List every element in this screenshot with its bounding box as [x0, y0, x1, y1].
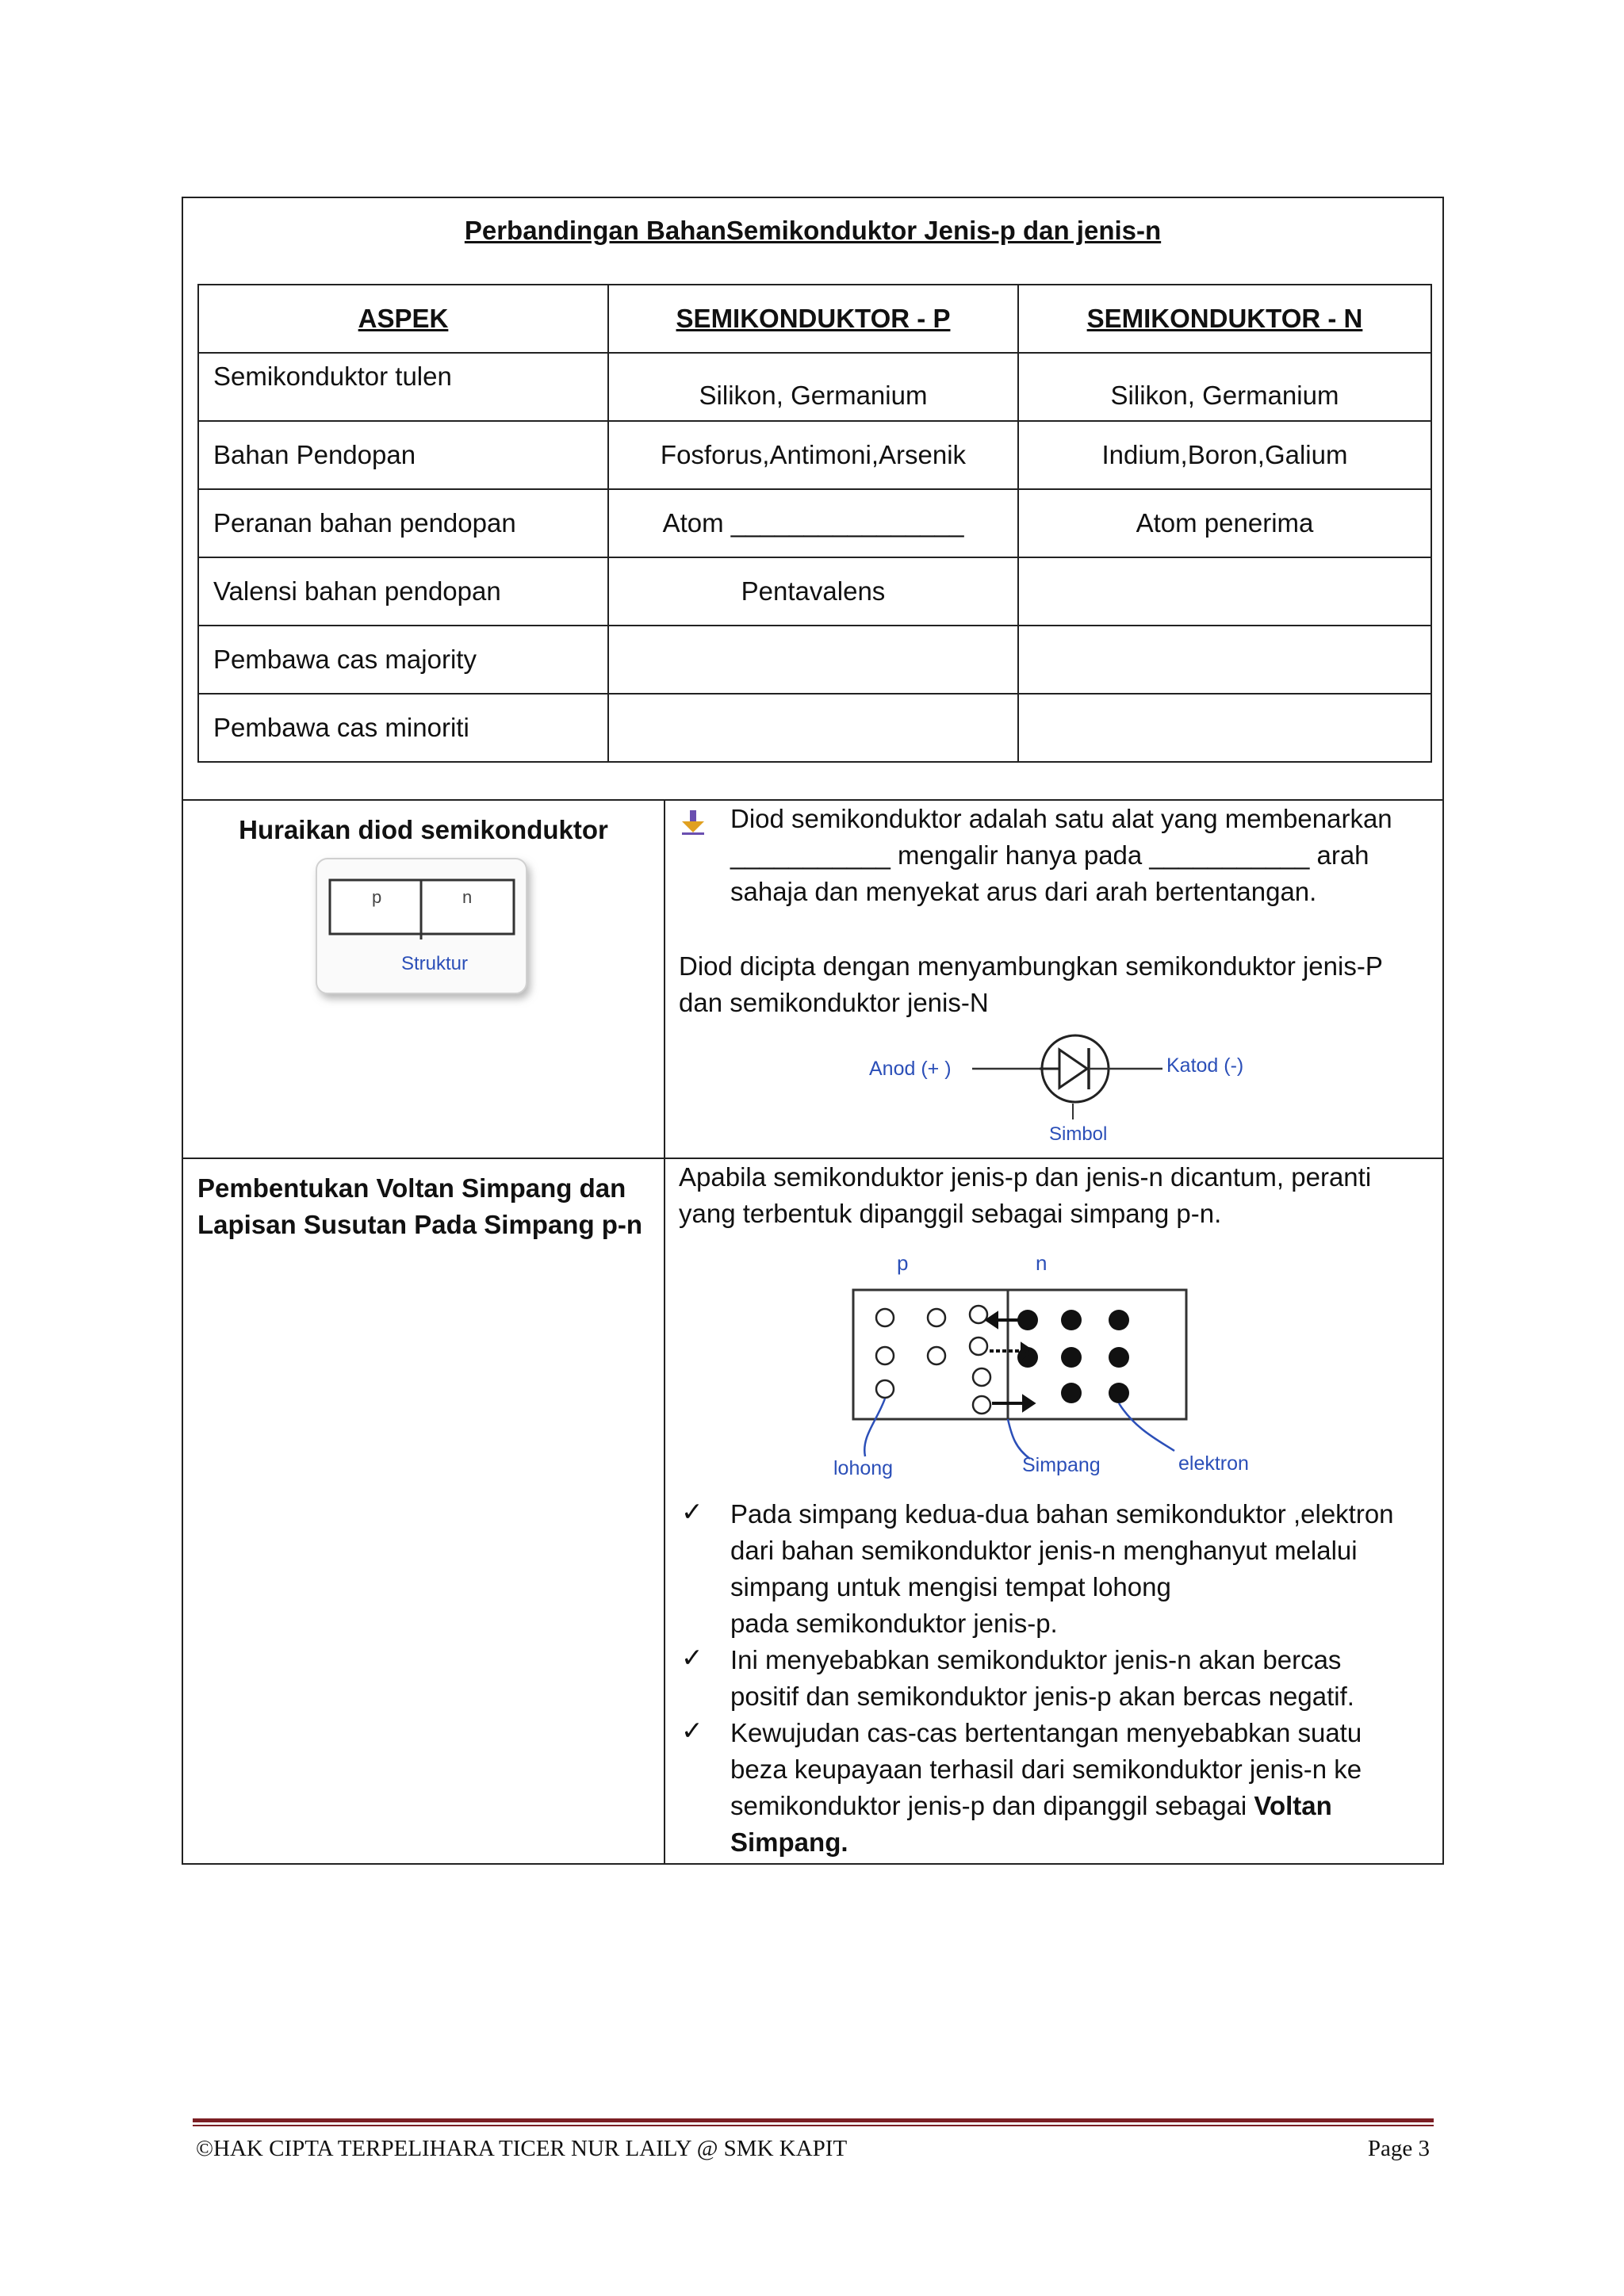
column-divider: [664, 1159, 665, 1863]
table-cell: [608, 694, 1018, 762]
electron-label: elektron: [1178, 1452, 1249, 1475]
comparison-table: [197, 284, 1432, 763]
table-row: [198, 489, 1431, 557]
junction-heading-line-1: Pembentukan Voltan Simpang dan: [197, 1173, 626, 1203]
table-cell: Semikonduktor tulen: [198, 353, 608, 421]
diagram-p-label: p: [897, 1251, 909, 1275]
point3-line-3-text: semikonduktor jenis-p dan dipanggil sebagai: [730, 1791, 1254, 1820]
table-row: [198, 557, 1431, 626]
worksheet-frame: [182, 197, 1444, 1865]
anode-label: Anod (+ ): [869, 1058, 952, 1080]
table-cell: [1018, 626, 1431, 694]
down-arrow-bullet-icon: [680, 809, 707, 836]
table-row: [198, 626, 1431, 694]
structure-n-label: n: [462, 887, 473, 907]
diode-triangle: [1059, 1050, 1087, 1088]
table-row: [198, 694, 1431, 762]
diode-heading: Huraikan diod semikonduktor: [239, 815, 608, 844]
table-cell: [1018, 557, 1431, 626]
table-cell: Pembawa cas majority: [198, 626, 608, 694]
table-cell: Silikon, Germanium: [1018, 353, 1431, 421]
table-row: [198, 421, 1431, 489]
header-semikonduktor-p: SEMIKONDUKTOR - P: [608, 285, 1018, 353]
hole-label: lohong: [833, 1457, 894, 1479]
point3-line-4: Simpang.: [730, 1827, 848, 1857]
diagram-n-label: n: [1036, 1251, 1048, 1275]
point3-line-2: beza keupayaan terhasil dari semikonduktor jenis-n ke: [730, 1755, 1362, 1784]
junction-intro-line-2: yang terbentuk dipanggil sebagai simpang p-n.: [679, 1199, 1222, 1228]
table-cell: Bahan Pendopan: [198, 421, 608, 489]
structure-caption: Struktur: [401, 953, 469, 974]
table-cell: Atom penerima: [1018, 489, 1431, 557]
table-cell: Fosforus,Antimoni,Arsenik: [608, 421, 1018, 489]
symbol-caption: Simbol: [1049, 1123, 1108, 1145]
column-divider: [664, 801, 665, 1158]
header-aspek: ASPEK: [198, 285, 608, 353]
diode-symbol-diagram: [865, 1031, 1293, 1150]
footer-rule-thin: [193, 2125, 1434, 2126]
point3-bold-term: Voltan: [1254, 1791, 1332, 1820]
table-cell: Pentavalens: [608, 557, 1018, 626]
point1-line-3: simpang untuk mengisi tempat lohong: [730, 1572, 1171, 1601]
comparison-title: Perbandingan BahanSemikonduktor Jenis-p dan jenis-n: [464, 216, 1162, 245]
pn-junction-diagram: [818, 1246, 1325, 1492]
point1-line-1: Pada simpang kedua-dua bahan semikonduktor ,elektron: [730, 1499, 1394, 1529]
diode-bullet-line-2: ___________ mengalir hanya pada ___________ arah: [730, 840, 1369, 870]
junction-heading-line-2: Lapisan Susutan Pada Simpang p-n: [197, 1210, 643, 1239]
point1-line-4: pada semikonduktor jenis-p.: [730, 1609, 1058, 1638]
table-cell: Pembawa cas minoriti: [198, 694, 608, 762]
junction-intro-line-1: Apabila semikonduktor jenis-p dan jenis-n dicantum, peranti: [679, 1162, 1372, 1192]
point1-line-2: dari bahan semikonduktor jenis-n menghanyut melalui: [730, 1536, 1358, 1565]
table-cell: [608, 626, 1018, 694]
diode-paragraph-line-2: dan semikonduktor jenis-N: [679, 988, 989, 1017]
footer-rule-thick: [193, 2118, 1434, 2122]
table-cell: Silikon, Germanium: [608, 353, 1018, 421]
diode-bullet-line-3: sahaja dan menyekat arus dari arah bertentangan.: [730, 877, 1317, 906]
table-cell: [1018, 694, 1431, 762]
diode-paragraph-line-1: Diod dicipta dengan menyambungkan semikonduktor jenis-P: [679, 951, 1383, 981]
comparison-section: [183, 198, 1442, 801]
structure-p-label: p: [372, 887, 382, 907]
diode-section: [183, 801, 1442, 1159]
point2-line-2: positif dan semikonduktor jenis-p akan bercas negatif.: [730, 1682, 1354, 1711]
check-icon: ✓: [681, 1643, 703, 1672]
point3-line-1: Kewujudan cas-cas bertentangan menyebabkan suatu: [730, 1718, 1362, 1747]
point2-line-1: Ini menyebabkan semikonduktor jenis-n akan bercas: [730, 1645, 1342, 1674]
table-row: [198, 353, 1431, 421]
table-cell: Peranan bahan pendopan: [198, 489, 608, 557]
table-cell: Atom ________________: [608, 489, 1018, 557]
table-header-row: [198, 285, 1431, 353]
check-icon: ✓: [681, 1497, 703, 1526]
junction-heading: [197, 1170, 657, 1243]
junction-section: [183, 1159, 1442, 1863]
table-cell: Indium,Boron,Galium: [1018, 421, 1431, 489]
point3-line-3: [730, 1788, 1332, 1824]
footer-page-number: Page 3: [1367, 2136, 1430, 2161]
table-cell: Valensi bahan pendopan: [198, 557, 608, 626]
header-semikonduktor-n: SEMIKONDUKTOR - N: [1018, 285, 1431, 353]
cathode-label: Katod (-): [1166, 1054, 1244, 1077]
footer-copyright: ©HAK CIPTA TERPELIHARA TICER NUR LAILY @ SMK KAPIT: [196, 2136, 848, 2161]
junction-label: Simpang: [1022, 1454, 1101, 1476]
check-icon: ✓: [681, 1716, 703, 1745]
diode-bullet-line-1: Diod semikonduktor adalah satu alat yang membenarkan: [730, 804, 1392, 833]
pn-structure-diagram: [310, 852, 540, 1011]
